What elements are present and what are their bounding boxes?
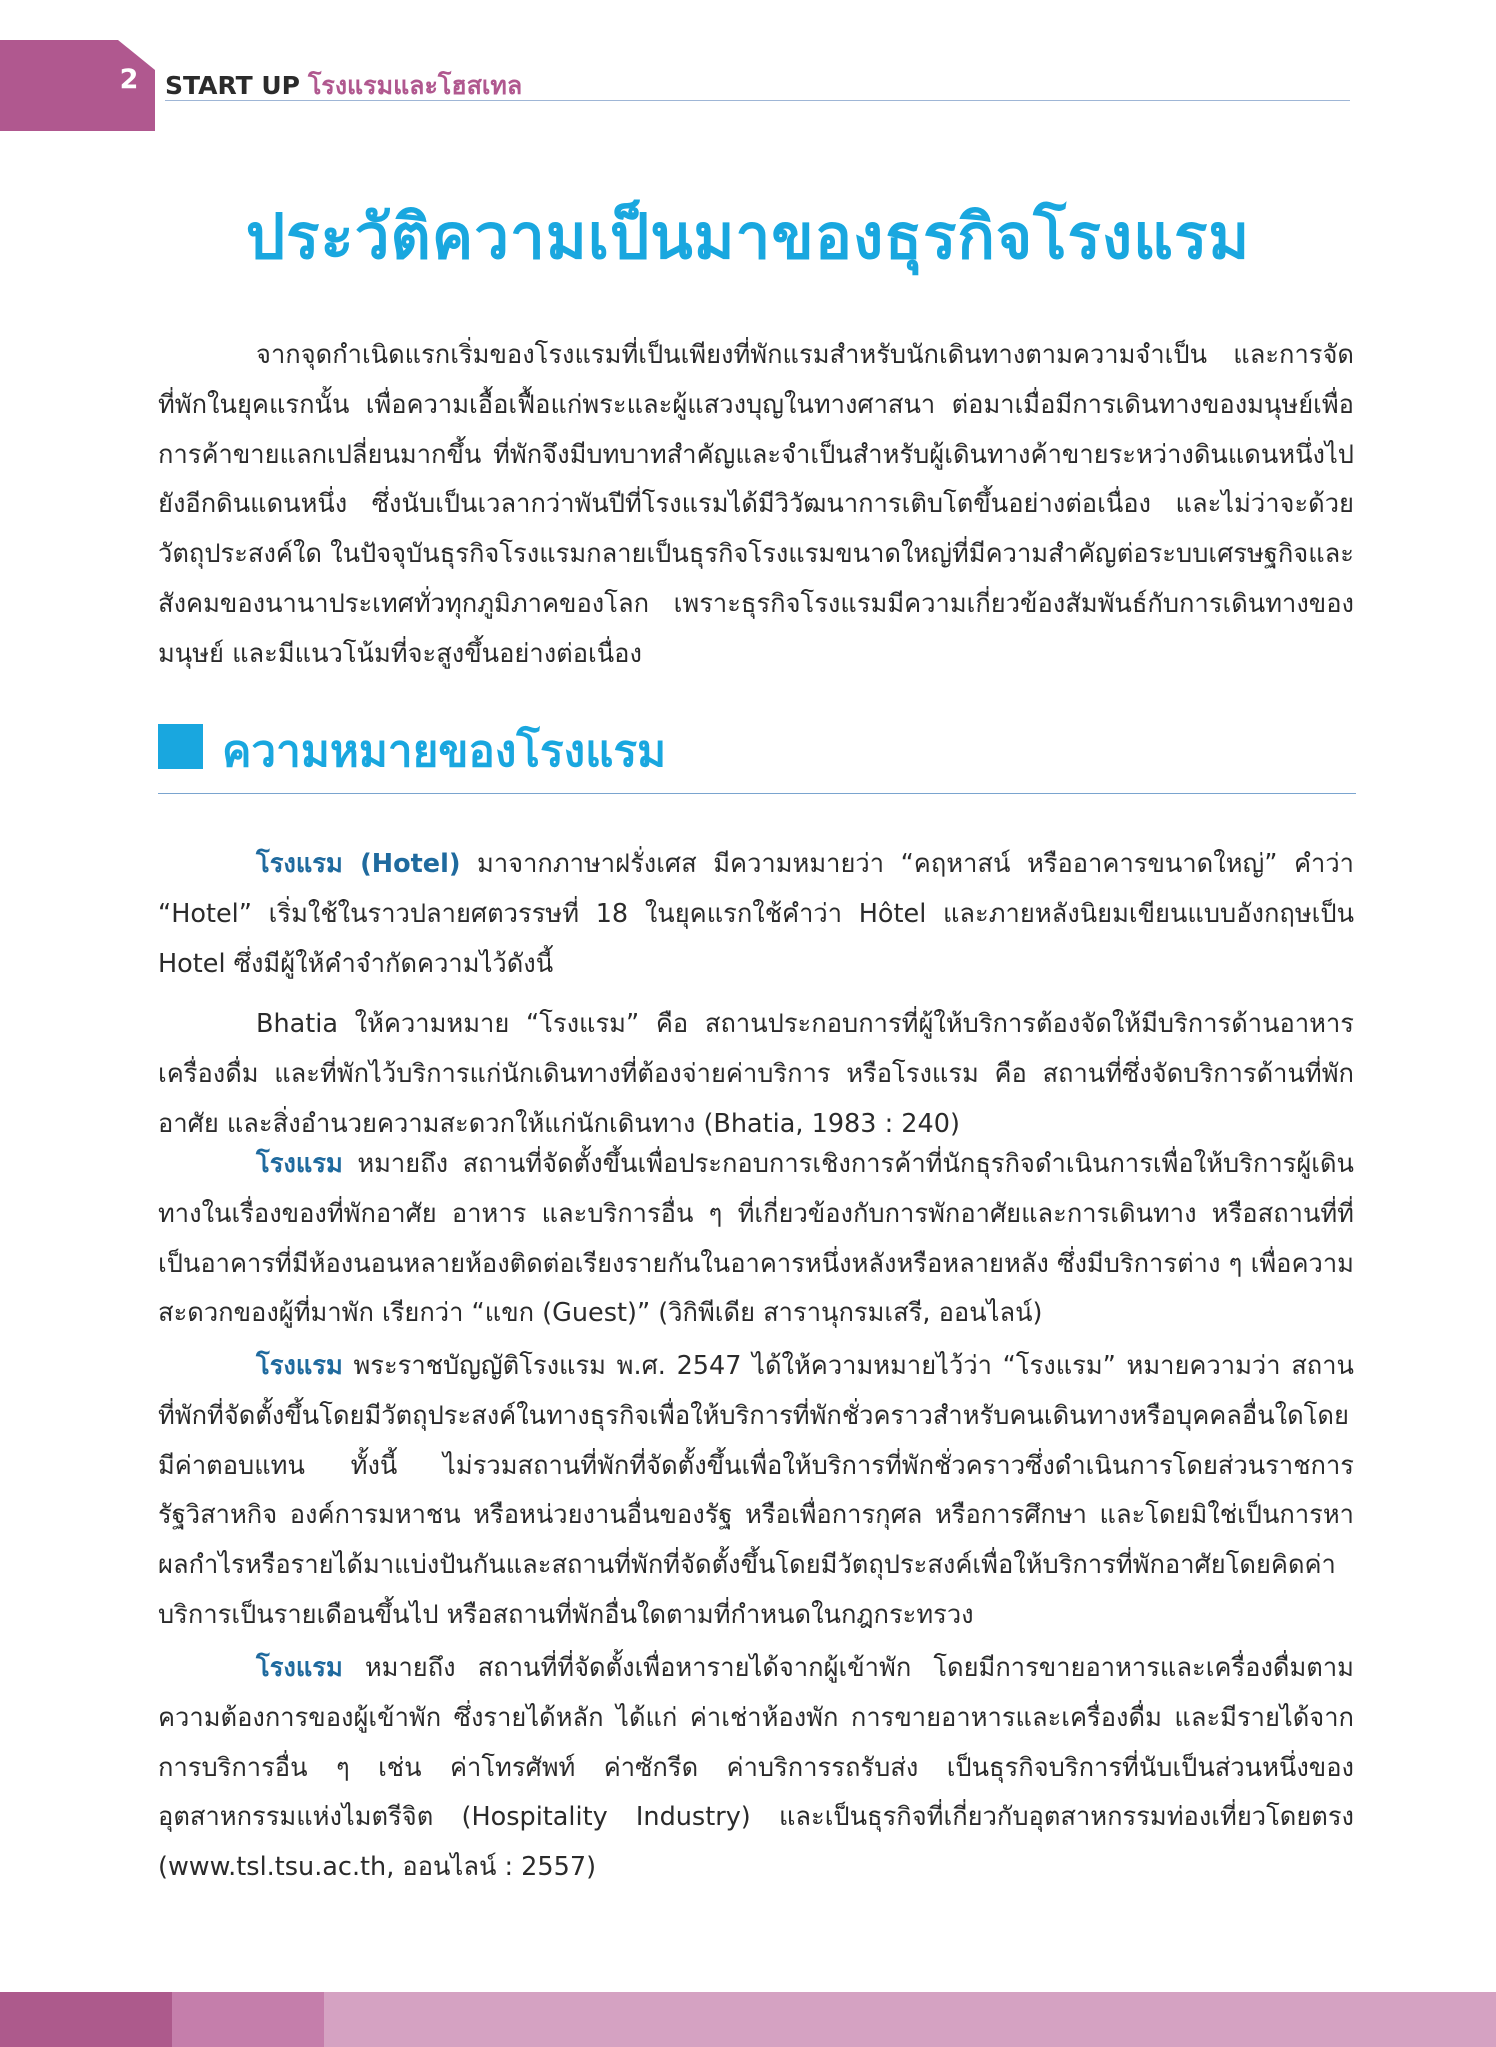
page-number: 2 xyxy=(119,64,139,95)
book-title: โรงแรมและโฮสเทล xyxy=(307,71,523,100)
footer-bar xyxy=(0,1992,1496,2047)
definition-text: หมายถึง สถานที่จัดตั้งขึ้นเพื่อประกอบการเชิงการค้าที่นักธุรกิจดำเนินการเพื่อให้บริการผู้เดินทางในเรื่องของที่พักอาศัย อาหาร และบริการอื่น ๆ ที่เกี่ยวข้องกับการพักอาศัยและการเดินทาง หรือสถานที่ที่เป็นอาคารที่มีห้องนอนหลายห้องติดต่อเรียงรายกันในอาคารหนึ่งหลังหรือหลายหลัง ซึ่งมีบริการต่าง ๆ เพื่อความสะดวกของผู้ที่มาพัก เรียกว่า “แขก (Guest)” (วิกิพีเดีย สารานุกรมเสรี, ออนไลน์) xyxy=(158,1149,1354,1329)
definition-paragraph-hotel-origin xyxy=(158,840,1354,989)
definition-text: Bhatia ให้ความหมาย “โรงแรม” คือ สถานประกอบการที่ผู้ให้บริการต้องจัดให้มีบริการด้านอาหาร เครื่องดื่ม และที่พักไว้บริการแก่นักเดินทางที่ต้องจ่ายค่าบริการ หรือโรงแรม คือ สถานที่ซึ่งจัดบริการด้านที่พักอาศัย และสิ่งอำนวยความสะดวกให้แก่นักเดินทาง (Bhatia, 1983 : 240) xyxy=(158,1009,1354,1139)
definition-term: โรงแรม (Hotel) xyxy=(256,849,461,879)
definition-paragraph-hotel-act xyxy=(158,1342,1354,1641)
section-rule xyxy=(158,793,1356,794)
footer-bar-segment xyxy=(324,1992,1496,2047)
definition-paragraph-revenue xyxy=(158,1644,1354,1893)
section-marker-square xyxy=(158,724,203,769)
definition-term: โรงแรม xyxy=(256,1653,343,1683)
header-rule xyxy=(165,100,1350,101)
definition-text: หมายถึง สถานที่ที่จัดตั้งเพื่อหารายได้จากผู้เข้าพัก โดยมีการขายอาหารและเครื่องดื่มตามความต้องการของผู้เข้าพัก ซึ่งรายได้หลัก ได้แก่ ค่าเช่าห้องพัก การขายอาหารและเครื่องดื่ม และมีรายได้จากการบริการอื่น ๆ เช่น ค่าโทรศัพท์ ค่าซักรีด ค่าบริการรถรับส่ง เป็นธุรกิจบริการที่นับเป็นส่วนหนึ่งของอุตสาหกรรมแห่งไมตรีจิต (Hospitality Industry) และเป็นธุรกิจที่เกี่ยวกับอุตสาหกรรมท่องเที่ยวโดยตรง (www.tsl.tsu.ac.th, ออนไลน์ : 2557) xyxy=(158,1653,1354,1883)
page-title: ประวัติความเป็นมาของธุรกิจโรงแรม xyxy=(245,200,1251,273)
footer-bar-segment xyxy=(172,1992,324,2047)
section-heading: ความหมายของโรงแรม xyxy=(222,726,667,777)
definition-paragraph-bhatia xyxy=(158,1000,1354,1149)
intro-paragraph: จากจุดกำเนิดแรกเริ่มของโรงแรมที่เป็นเพียงที่พักแรมสำหรับนักเดินทางตามความจำเป็น และการจัดที่พักในยุคแรกนั้น เพื่อความเอื้อเฟื้อแก่พระและผู้แสวงบุญในทางศาสนา ต่อมาเมื่อมีการเดินทางของมนุษย์เพื่อการค้าขายแลกเปลี่ยนมากขึ้น ที่พักจึงมีบทบาทสำคัญและจำเป็นสำหรับผู้เดินทางค้าขายระหว่างดินแดนหนึ่งไปยังอีกดินแดนหนึ่ง ซึ่งนับเป็นเวลากว่าพันปีที่โรงแรมได้มีวิวัฒนาการเติบโตขึ้นอย่างต่อเนื่อง และไม่ว่าจะด้วยวัตถุประสงค์ใด ในปัจจุบันธุรกิจโรงแรมกลายเป็นธุรกิจโรงแรมขนาดใหญ่ที่มีความสำคัญต่อระบบเศรษฐกิจและสังคมของนานาประเทศทั่วทุกภูมิภาคของโลก เพราะธุรกิจโรงแรมมีความเกี่ยวข้องสัมพันธ์กับการเดินทางของมนุษย์ และมีแนวโน้มที่จะสูงขึ้นอย่างต่อเนื่อง xyxy=(158,340,1354,669)
definition-term: โรงแรม xyxy=(256,1149,343,1179)
definition-term: โรงแรม xyxy=(256,1351,343,1381)
series-name: START UP xyxy=(165,71,300,100)
footer-bar-segment xyxy=(0,1992,172,2047)
definition-text: พระราชบัญญัติโรงแรม พ.ศ. 2547 ได้ให้ความหมายไว้ว่า “โรงแรม” หมายความว่า สถานที่พักที่จัดตั้งขึ้นโดยมีวัตถุประสงค์ในทางธุรกิจเพื่อให้บริการที่พักชั่วคราวสำหรับคนเดินทางหรือบุคคลอื่นใดโดยมีค่าตอบแทน ทั้งนี้ ไม่รวมสถานที่พักที่จัดตั้งขึ้นเพื่อให้บริการที่พักชั่วคราวซึ่งดำเนินการโดยส่วนราชการ รัฐวิสาหกิจ องค์การมหาชน หรือหน่วยงานอื่นของรัฐ หรือเพื่อการกุศล หรือการศึกษา และโดยมิใช่เป็นการหาผลกำไรหรือรายได้มาแบ่งปันกันและสถานที่พักที่จัดตั้งขึ้นโดยมีวัตถุประสงค์เพื่อให้บริการที่พักอาศัยโดยคิดค่าบริการเป็นรายเดือนขึ้นไป หรือสถานที่พักอื่นใดตามที่กำหนดในกฎกระทรวง xyxy=(158,1351,1354,1630)
definition-text: มาจากภาษาฝรั่งเศส มีความหมายว่า “คฤหาสน์ หรืออาคารขนาดใหญ่” คำว่า “Hotel” เริ่มใช้ในราวปลายศตวรรษที่ 18 ในยุคแรกใช้คำว่า Hôtel และภายหลังนิยมเขียนแบบอังกฤษเป็น Hotel ซึ่งมีผู้ให้คำจำกัดความไว้ดังนี้ xyxy=(158,849,1354,979)
definition-paragraph-wikipedia xyxy=(158,1140,1354,1339)
